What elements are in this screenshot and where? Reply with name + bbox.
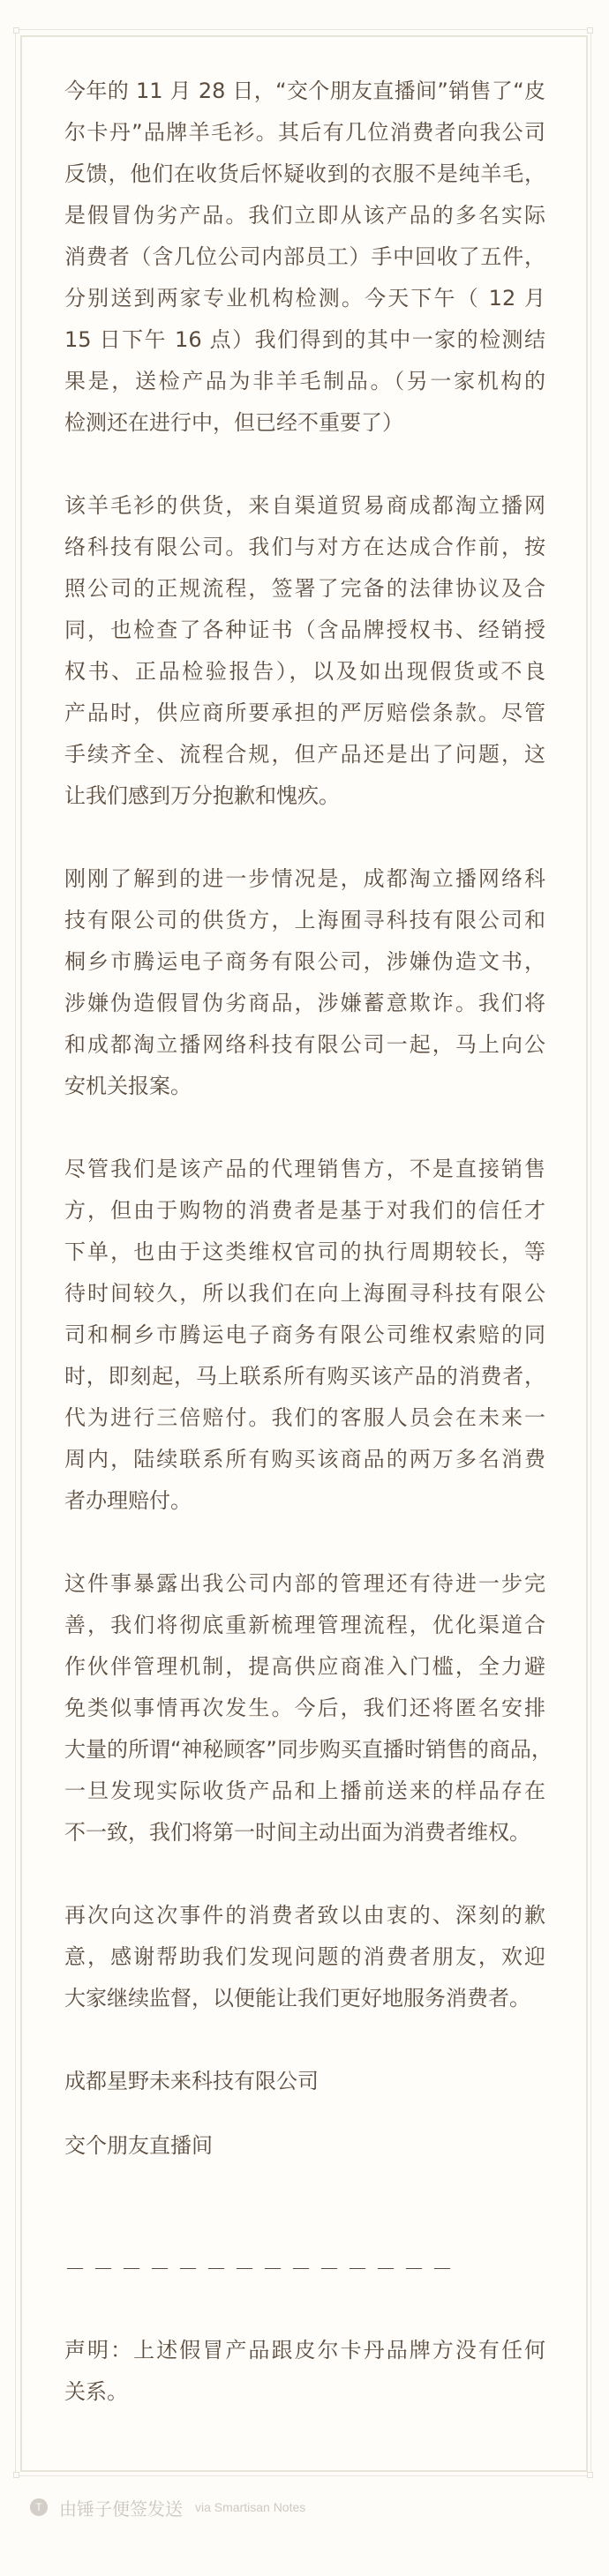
paragraph-line: 络科技有限公司。我们与对方在达成合作前，按 xyxy=(64,535,545,559)
paragraph-line: 代为进行三倍赔付。我们的客服人员会在未来一 xyxy=(64,1405,545,1430)
paragraph-line: 尔卡丹”品牌羊毛衫。其后有几位消费者向我公司 xyxy=(64,120,545,145)
smartisan-t-icon: T xyxy=(30,2498,48,2516)
paragraph-line: 者办理赔付。 xyxy=(64,1488,192,1513)
paragraph-line: 是假冒伪劣产品。我们立即从该产品的多名实际 xyxy=(64,203,545,228)
paragraph-line: 大家继续监督，以便能让我们更好地服务消费者。 xyxy=(64,1986,530,2011)
paper-corner xyxy=(587,27,593,34)
paragraph-line: 作伙伴管理机制，提高供应商准入门槛，全力避 xyxy=(64,1654,545,1679)
footer-sent-via xyxy=(30,2497,305,2518)
note-paragraphs xyxy=(64,71,553,2019)
paragraph xyxy=(64,485,545,817)
paragraph-line: 司和桐乡市腾运电子商务有限公司维权索赔的同 xyxy=(64,1322,545,1347)
paragraph-line: 大量的所谓“神秘顾客”同步购买直播时销售的商品， xyxy=(64,1737,553,1762)
paragraph-line: 尽管我们是该产品的代理销售方，不是直接销售 xyxy=(64,1157,545,1181)
paragraph-line: 安机关报案。 xyxy=(64,1074,192,1098)
paragraph-line: 免类似事情再次发生。今后，我们还将匿名安排 xyxy=(64,1696,545,1720)
paragraph-line: 该羊毛衫的供货，来自渠道贸易商成都淘立播网 xyxy=(64,493,545,518)
paragraph-line: 检测还在进行中，但已经不重要了） xyxy=(64,410,403,435)
paragraph-line: 这件事暴露出我公司内部的管理还有待进一步完 xyxy=(64,1571,545,1596)
paragraph-line: 一旦发现实际收货产品和上播前送来的样品存在 xyxy=(64,1778,545,1803)
paragraph-line: 技有限公司的供货方，上海囿寻科技有限公司和 xyxy=(64,908,545,932)
paragraph-line: 刚刚了解到的进一步情况是，成都淘立播网络科 xyxy=(64,866,545,891)
declaration-line: 声明：上述假冒产品跟皮尔卡丹品牌方没有任何 xyxy=(64,2338,545,2363)
note-content xyxy=(64,71,553,2413)
via-smartisan-notes: via Smartisan Notes xyxy=(195,2500,306,2514)
paragraph-line: 权书、正品检验报告），以及如出现假货或不良 xyxy=(64,659,545,684)
paragraph-line: 分别送到两家专业机构检测。今天下午（ 12 月 xyxy=(64,286,545,311)
paragraph-line: 今年的 11 月 28 日，“交个朋友直播间”销售了“皮 xyxy=(64,79,545,103)
paragraph-line: 桐乡市腾运电子商务有限公司，涉嫌伪造文书， xyxy=(64,949,545,974)
paragraph-line: 产品时，供应商所要承担的严厉赔偿条款。尽管 xyxy=(64,700,545,725)
paragraph xyxy=(64,1563,553,1853)
paragraph xyxy=(64,71,545,444)
paragraph xyxy=(64,858,545,1107)
paragraph-line: 善，我们将彻底重新梳理管理流程，优化渠道合 xyxy=(64,1613,545,1637)
paragraph-line: 意，感谢帮助我们发现问题的消费者朋友，欢迎 xyxy=(64,1944,545,1969)
paragraph-line: 果是，送检产品为非羊毛制品。（另一家机构的 xyxy=(64,369,545,393)
signature-company: 成都星野未来科技有限公司 xyxy=(64,2069,319,2093)
paragraph-line: 照公司的正规流程，签署了完备的法律协议及合 xyxy=(64,576,545,601)
paragraph-line: 15 日下午 16 点）我们得到的其中一家的检测结 xyxy=(64,327,545,352)
sent-by-label: 由锤子便签发送 xyxy=(59,2497,183,2520)
paragraph-line: 时，即刻起，马上联系所有购买该产品的消费者， xyxy=(64,1364,545,1389)
declaration xyxy=(64,2330,545,2413)
signature-studio: 交个朋友直播间 xyxy=(64,2133,213,2158)
paragraph-line: 和成都淘立播网络科技有限公司一起，马上向公 xyxy=(64,1032,545,1057)
paragraph-line: 方，但由于购物的消费者是基于对我们的信任才 xyxy=(64,1198,545,1223)
paragraph-line: 待时间较久，所以我们在向上海囿寻科技有限公 xyxy=(64,1281,545,1306)
paragraph-line: 让我们感到万分抱歉和愧疚。 xyxy=(64,783,340,808)
paragraph-line: 同，也检查了各种证书（含品牌授权书、经销授 xyxy=(64,618,545,642)
separator-line: －－－－－－－－－－－－－－ xyxy=(64,2257,460,2281)
paragraph-line: 不一致，我们将第一时间主动出面为消费者维权。 xyxy=(64,1820,530,1845)
paper-corner xyxy=(13,2472,19,2478)
paragraph-line: 涉嫌伪造假冒伪劣商品，涉嫌蓄意欺诈。我们将 xyxy=(64,991,545,1015)
paragraph-line: 再次向这次事件的消费者致以由衷的、深刻的歉 xyxy=(64,1903,545,1928)
paragraph-line: 反馈，他们在收货后怀疑收到的衣服不是纯羊毛， xyxy=(64,161,545,186)
paragraph xyxy=(64,1895,545,2019)
declaration-line: 关系。 xyxy=(64,2379,128,2404)
paper-corner xyxy=(587,2472,593,2478)
paragraph xyxy=(64,1149,545,1522)
paragraph-line: 周内，陆续联系所有购买该商品的两万多名消费 xyxy=(64,1447,545,1471)
paragraph-line: 手续齐全、流程合规，但产品还是出了问题，这 xyxy=(64,742,545,767)
paper-corner xyxy=(13,27,19,34)
paragraph-line: 下单，也由于这类维权官司的执行周期较长，等 xyxy=(64,1239,545,1264)
paragraph-line: 消费者（含几位公司内部员工）手中回收了五件， xyxy=(64,244,545,269)
